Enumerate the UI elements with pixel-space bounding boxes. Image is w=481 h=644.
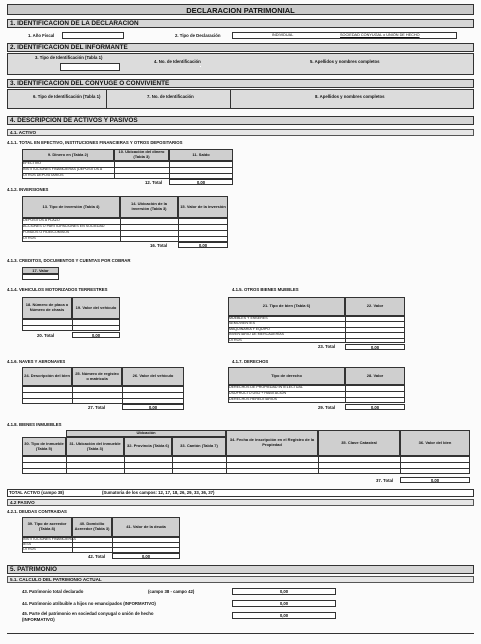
patrimony-43-value: 0,00: [232, 588, 336, 595]
patrimony-44-value: 0,00: [232, 600, 336, 607]
vessels-table-body: [22, 386, 184, 404]
other-movables-title: 4.1.5. OTROS BIENES MUEBLES: [232, 287, 299, 292]
table-row: EFECTIVO: [23, 161, 41, 165]
patrimony-45-label: 45. Parte del patrimonio en sociedad conyugal o unión de hecho: [22, 611, 154, 616]
total-assets-sum: (Sumatoria de los campos: 12, 17, 18, 26, 29, 33, 36, 37): [102, 490, 215, 495]
fiscal-year-label: 1. Año Fiscal: [28, 33, 55, 38]
section-3-header: 3. IDENTIFICACION DEL CONYUGE O CONVIVIENTE: [7, 79, 474, 88]
col-registry-number: 25. Número de registro o matrícula: [72, 367, 122, 386]
table-row: FONDOS O FIDEICOMISOS: [23, 230, 70, 234]
patrimony-43-label: 43. Patrimonio total declarado: [22, 589, 84, 594]
informant-name-label: 5. Apellidos y nombres completos: [310, 59, 380, 64]
col-canton: 33. Cantón (Tabla 7): [172, 437, 226, 456]
patrimony-43-formula: (campo 38 - campo 42): [148, 589, 195, 594]
col-movable-type: 21. Tipo de bien (Tabla 6): [228, 297, 345, 316]
debts-title: 4.2.1. DEUDAS CONTRAIDAS: [7, 509, 67, 514]
col-money-in: 9. Dinero en (Tabla 2): [22, 149, 114, 161]
spouse-id-type-label: 6. Tipo de Identificación (Tabla 1): [33, 94, 101, 99]
col-province: 32. Provincia (Tabla 6): [124, 437, 172, 456]
informant-id-type-label: 3. Tipo de Identificación (Tabla 1): [35, 55, 103, 60]
table-row: IESS: [23, 542, 32, 546]
patrimony-calc-header: 5.1. CALCULO DEL PATRIMONIO ACTUAL: [7, 576, 474, 583]
col-right-type: Tipo de derecho: [228, 367, 345, 385]
table-row: OTROS: [23, 236, 36, 240]
col-investment-value: 15. Valor de la inversión: [178, 196, 228, 218]
spouse-id-number-label: 7. No. de Identificación: [147, 94, 194, 99]
activo-header: 4.1. ACTIVO: [7, 129, 474, 136]
investments-title: 4.1.2. INVERSIONES: [7, 187, 49, 192]
col-asset-description: 24. Descripción del bien: [22, 367, 72, 386]
total-42-value: 0,00: [112, 553, 180, 559]
table-row: DEPOSITOS A PLAZO: [23, 218, 60, 222]
table-row: SEMOVIENTES: [229, 321, 255, 325]
col-money-location: 10. Ubicación del dinero (Tabla 3): [114, 149, 169, 161]
total-20-value: 0,00: [72, 332, 120, 338]
table-row: DERECHOS DE PROPIEDAD INTELECTUAL: [229, 385, 303, 389]
real-estate-title: 4.1.8. BIENES INMUEBLES: [7, 422, 62, 427]
informant-id-number-field[interactable]: [200, 66, 201, 67]
col-vehicle-value: 19. Valor del vehículo: [72, 297, 120, 319]
col-investment-location: 14. Ubicación de la inversión (Tabla 3): [120, 196, 178, 218]
credits-value-label: 17. Valor: [22, 267, 59, 274]
declaration-type-label: 2. Tipo de Declaración: [175, 33, 221, 38]
vessels-title: 4.1.6. NAVES Y AERONAVES: [7, 359, 66, 364]
spouse-name-label: 8. Apellidos y nombres completos: [315, 94, 385, 99]
total-23-value: 0,00: [345, 344, 405, 350]
col-registry-date: 34. Fecha de inscripción en el Registro de la Propiedad: [226, 430, 318, 456]
total-37-value: 0,00: [400, 477, 470, 483]
col-cadastral-key: 35. Clave Catastral: [318, 430, 400, 456]
col-creditor-address: 40. Domicilio Acreedor (Tabla 3): [72, 517, 112, 537]
vehicles-title: 4.1.4. VEHICULOS MOTORIZADOS TERRESTRES: [7, 287, 108, 292]
patrimony-44-label: 44. Patrimonio atribuible a hijos no emancipados (INFORMATIVO): [22, 601, 156, 606]
credits-title: 4.1.3. CREDITOS, DOCUMENTOS Y CUENTAS POR COBRAR: [7, 258, 131, 263]
col-plate: 18. Número de placa o Número de chasis: [22, 297, 72, 319]
total-42-label: 42. Total: [88, 554, 106, 559]
col-property-type: 30. Tipo de inmueble (Tabla 5): [22, 437, 66, 456]
table-row: ACCIONES O PARTICIPACIONES EN SOCIEDAD: [23, 224, 105, 228]
total-assets-row: [7, 489, 474, 497]
total-20-label: 20. Total: [37, 333, 55, 338]
table-row: OTROS: [229, 338, 242, 342]
option-individual[interactable]: INDIVIDUAL: [272, 33, 294, 37]
total-29-label: 29. Total: [318, 405, 336, 410]
table-row: OTROS: [23, 547, 36, 551]
col-creditor-type: 39. Tipo de acreedor (Tabla 8): [22, 517, 72, 537]
col-property-value: 36. Valor del bien: [400, 430, 470, 456]
patrimony-45-label-2: (INFORMATIVO): [22, 617, 55, 622]
table-row: USUFRUCTO USO + HABITACIÓN: [229, 391, 287, 395]
col-debt-value: 41. Valor de la deuda: [112, 517, 180, 537]
table-row: INSTITUCIONES FINANCIERAS (DEPOSITOS A: [23, 167, 103, 171]
credits-value-field[interactable]: [22, 274, 59, 280]
total-37-label: 37. Total: [376, 478, 394, 483]
section-4-header: 4. DESCRIPCION DE ACTIVOS Y PASIVOS: [7, 116, 474, 125]
col-right-value: 28. Valor: [345, 367, 405, 385]
section-1-header: 1. IDENTIFICACION DE LA DECLARACION: [7, 19, 474, 28]
informant-id-number-label: 4. No. de Identificación: [154, 59, 201, 64]
total-16-label: 16. Total: [150, 243, 168, 248]
section-2-header: 2. IDENTIFICACION DEL INFORMANTE: [7, 43, 474, 52]
col-vessel-value: 26. Valor del vehículo: [122, 367, 184, 386]
col-property-location: 31. Ubicación del inmueble (Tabla 3): [66, 437, 124, 456]
total-12-value: 0,00: [169, 179, 233, 185]
patrimony-45-value: 0,00: [232, 612, 336, 619]
table-row: OTROS DEPOSITARIOS: [23, 173, 64, 177]
total-12-label: 12. Total: [145, 180, 163, 185]
informant-id-type-field[interactable]: [60, 63, 120, 71]
col-ubicacion-group: Ubicación: [66, 430, 226, 437]
table-row: MUEBLES Y ENSERES: [229, 316, 268, 320]
form-title: [7, 4, 474, 15]
total-27-value: 0,00: [122, 404, 184, 410]
table-row: DERECHOS HEREDITARIOS: [229, 397, 278, 401]
table-row: MAQUINARIA Y EQUIPO: [229, 327, 270, 331]
table-row: INVENTARIO DE MERCADERÍAS: [229, 332, 285, 336]
total-assets-label: TOTAL ACTIVO (campo 38): [9, 490, 64, 495]
total-27-label: 27. Total: [88, 405, 106, 410]
fiscal-year-field[interactable]: [62, 32, 124, 39]
pasivo-header: 4.2 PASIVO: [7, 499, 474, 506]
option-conyugal[interactable]: SOCIEDAD CONYUGAL o UNIÓN DE HECHO: [340, 33, 420, 37]
cash-section-title: 4.1.1. TOTAL EN EFECTIVO, INSTITUCIONES FINANCIERAS Y OTROS DEPOSITARIOS: [7, 140, 183, 145]
total-16-value: 0,00: [178, 242, 228, 248]
col-balance: 11. Saldo: [169, 149, 233, 161]
total-29-value: 0,00: [345, 404, 405, 410]
col-investment-type: 13. Tipo de inversión (Tabla 4): [22, 196, 120, 218]
table-row: INSTITUCIONES FINANCIERAS: [23, 537, 76, 541]
form-title-text: DECLARACION PATRIMONIAL: [186, 6, 295, 15]
rights-title: 4.1.7. DERECHOS: [232, 359, 269, 364]
section-5-header: 5. PATRIMONIO: [7, 565, 474, 574]
col-movable-value: 22. Valor: [345, 297, 405, 316]
real-estate-table-body: [22, 456, 470, 474]
total-23-label: 23. Total: [318, 344, 336, 349]
